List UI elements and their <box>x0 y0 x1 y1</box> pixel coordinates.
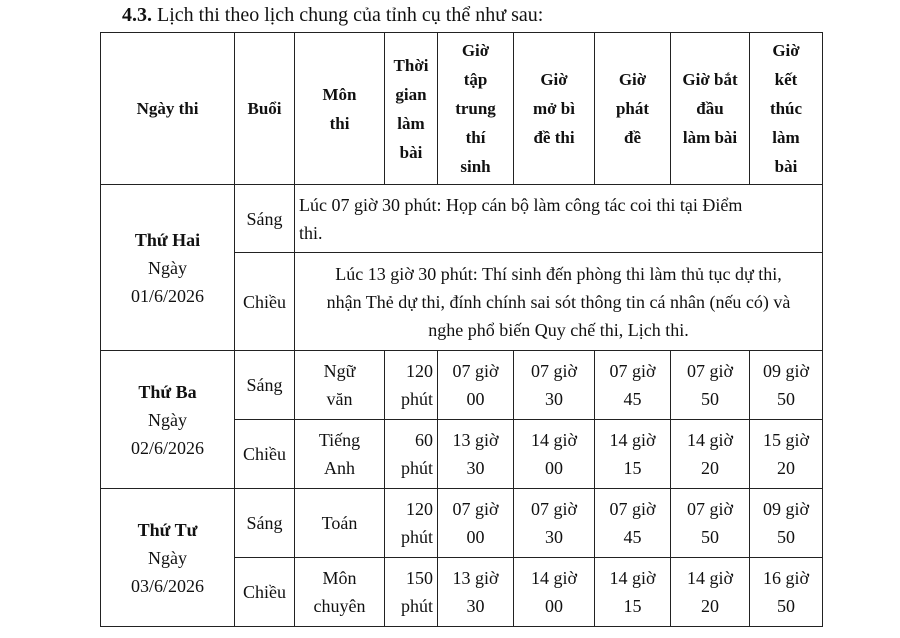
header-thoi-gian: Thời gian làm bài <box>385 33 438 185</box>
day-cell <box>101 185 235 351</box>
duration-cell: 120 phút <box>385 351 438 420</box>
gather-time-cell: 13 giờ 30 <box>438 558 514 627</box>
weekday-label: Thứ Tư <box>137 519 198 540</box>
table-row <box>101 185 823 253</box>
start-time-cell: 07 giờ 50 <box>671 489 750 558</box>
subject-cell: Ngữ văn <box>295 351 385 420</box>
gather-time-cell: 07 giờ 00 <box>438 351 514 420</box>
table-row <box>101 351 823 420</box>
hand-out-time-cell: 07 giờ 45 <box>595 489 671 558</box>
end-time-cell: 09 giờ 50 <box>750 351 823 420</box>
section-heading <box>122 2 543 28</box>
day-cell <box>101 351 235 489</box>
exam-schedule-table <box>100 32 823 627</box>
section-number: 4.3. <box>122 4 152 26</box>
open-envelope-time-cell: 14 giờ 00 <box>514 420 595 489</box>
open-envelope-time-cell: 07 giờ 30 <box>514 489 595 558</box>
gather-time-cell: 13 giờ 30 <box>438 420 514 489</box>
session-label: Sáng <box>235 489 295 558</box>
header-gio-tap-trung: Giờ tập trung thí sinh <box>438 33 514 185</box>
header-gio-phat-de: Giờ phát đề <box>595 33 671 185</box>
subject-cell: Toán <box>295 489 385 558</box>
date-label: Ngày 01/6/2026 <box>130 257 204 306</box>
start-time-cell: 14 giờ 20 <box>671 420 750 489</box>
session-label: Sáng <box>235 351 295 420</box>
duration-cell: 60 phút <box>385 420 438 489</box>
weekday-label: Thứ Ba <box>138 381 197 402</box>
session-note: Lúc 13 giờ 30 phút: Thí sinh đến phòng thi làm thủ tục dự thi, nhận Thẻ dự thi, đính chính sai sót thông tin cá nhân (nếu có) và nghe phổ biến Quy chế thi, Lịch thi. <box>295 253 823 351</box>
open-envelope-time-cell: 14 giờ 00 <box>514 558 595 627</box>
header-buoi: Buổi <box>235 33 295 185</box>
header-gio-mo-bi: Giờ mở bì đề thi <box>514 33 595 185</box>
hand-out-time-cell: 14 giờ 15 <box>595 558 671 627</box>
end-time-cell: 16 giờ 50 <box>750 558 823 627</box>
start-time-cell: 14 giờ 20 <box>671 558 750 627</box>
header-gio-ket-thuc: Giờ kết thúc làm bài <box>750 33 823 185</box>
session-label: Chiều <box>235 253 295 351</box>
hand-out-time-cell: 07 giờ 45 <box>595 351 671 420</box>
session-note: Lúc 07 giờ 30 phút: Họp cán bộ làm công tác coi thi tại Điểm thi. <box>295 185 823 253</box>
day-cell <box>101 489 235 627</box>
header-row <box>101 33 823 185</box>
end-time-cell: 15 giờ 20 <box>750 420 823 489</box>
header-gio-bat-dau: Giờ bắt đầu làm bài <box>671 33 750 185</box>
end-time-cell: 09 giờ 50 <box>750 489 823 558</box>
subject-cell: Tiếng Anh <box>295 420 385 489</box>
table-row <box>101 489 823 558</box>
header-mon-thi: Môn thi <box>295 33 385 185</box>
date-label: Ngày 03/6/2026 <box>130 547 204 596</box>
section-title: Lịch thi theo lịch chung của tỉnh cụ thể như sau: <box>157 4 544 26</box>
header-ngay-thi: Ngày thi <box>101 33 235 185</box>
hand-out-time-cell: 14 giờ 15 <box>595 420 671 489</box>
gather-time-cell: 07 giờ 00 <box>438 489 514 558</box>
weekday-label: Thứ Hai <box>134 229 201 250</box>
start-time-cell: 07 giờ 50 <box>671 351 750 420</box>
session-label: Chiều <box>235 420 295 489</box>
duration-cell: 120 phút <box>385 489 438 558</box>
open-envelope-time-cell: 07 giờ 30 <box>514 351 595 420</box>
duration-cell: 150 phút <box>385 558 438 627</box>
session-label: Chiều <box>235 558 295 627</box>
date-label: Ngày 02/6/2026 <box>130 409 204 458</box>
session-label: Sáng <box>235 185 295 253</box>
subject-cell: Môn chuyên <box>295 558 385 627</box>
